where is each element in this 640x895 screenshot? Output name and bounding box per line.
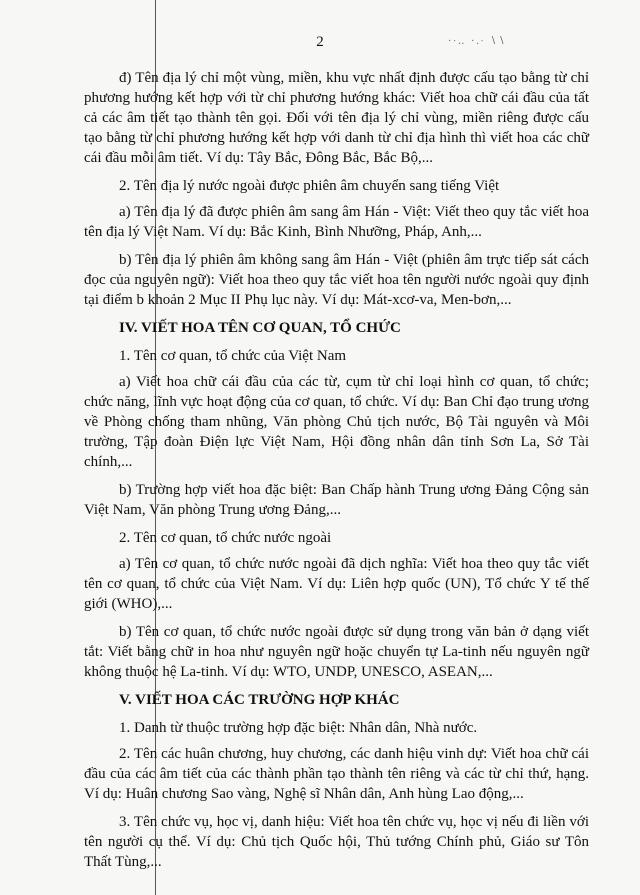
paragraph: a) Viết hoa chữ cái đầu của các từ, cụm từ chỉ loại hình cơ quan, tổ chức; chức năng, lĩnh vực hoạt động của cơ quan, tổ chức. Ví dụ: Ban Chỉ đạo trung ương về Phòng chống tham nhũng, Văn phòng Chủ tịch nước, Bộ Tài nguyên và Môi trường, Tập đoàn Điện lực Việt Nam, Hội đồng nhân dân tỉnh Sơn La, Sở Tài chính,... [84,374,589,470]
subsection-heading: 2. Tên cơ quan, tổ chức nước ngoài [119,530,332,546]
scan-marks: ·∙‥ ·.∙ ∖∖ [448,36,507,47]
paragraph: đ) Tên địa lý chỉ một vùng, miền, khu vực nhất định được cấu tạo bằng từ chỉ phương hướng kết hợp với từ chỉ phương hướng khác: Viết hoa chữ cái đầu của tất cả các âm tiết tạo thành tên gọi. Đối với tên địa lý chỉ vùng, miền riêng được cấu tạo bằng từ chỉ phương hướng kết hợp với danh từ chỉ địa hình thì viết hoa các chữ cái đầu mỗi âm tiết. Ví dụ: Tây Bắc, Đông Bắc, Bắc Bộ,... [84,70,589,166]
paragraph: b) Tên cơ quan, tổ chức nước ngoài được sử dụng trong văn bản ở dạng viết tắt: Viết bằng chữ in hoa như nguyên ngữ hoặc chuyển tự La-tinh nếu nguyên ngữ không thuộc hệ La-tinh. Ví dụ: WTO, UNDP, UNESCO, ASEAN,... [84,624,589,680]
paragraph: b) Tên địa lý phiên âm không sang âm Hán - Việt (phiên âm trực tiếp sát cách đọc của nguyên ngữ): Viết hoa theo quy tắc viết hoa tên người nước ngoài quy định tại điểm b khoản 2 Mục II Phụ lục này. Ví dụ: Mát-xcơ-va, Men-bơn,... [84,252,589,308]
page-number: 2 [316,34,324,50]
paragraph: a) Tên cơ quan, tổ chức nước ngoài đã dịch nghĩa: Viết hoa theo quy tắc viết tên cơ quan, tổ chức của Việt Nam. Ví dụ: Liên hợp quốc (UN), Tổ chức Y tế thế giới (WHO),... [84,556,589,612]
paragraph: 2. Tên các huân chương, huy chương, các danh hiệu vinh dự: Viết hoa chữ cái đầu của các âm tiết của các thành phần tạo thành tên riêng và các từ chỉ thứ, hạng. Ví dụ: Huân chương Sao vàng, Nghệ sĩ Nhân dân, Anh hùng Lao động,... [84,746,589,802]
paragraph: b) Trường hợp viết hoa đặc biệt: Ban Chấp hành Trung ương Đảng Cộng sản Việt Nam, Văn phòng Trung ương Đảng,... [84,482,589,518]
paragraph: a) Tên địa lý đã được phiên âm sang âm Hán - Việt: Viết theo quy tắc viết hoa tên địa lý Việt Nam. Ví dụ: Bắc Kinh, Bình Nhưỡng, Pháp, Anh,... [84,204,589,240]
subsection-heading: 1. Tên cơ quan, tổ chức của Việt Nam [119,348,347,364]
section-heading: IV. VIẾT HOA TÊN CƠ QUAN, TỔ CHỨC [119,320,401,336]
document-body [84,68,589,880]
section-heading: V. VIẾT HOA CÁC TRƯỜNG HỢP KHÁC [119,692,400,708]
paragraph: 1. Danh từ thuộc trường hợp đặc biệt: Nhân dân, Nhà nước. [119,720,478,736]
paragraph: 3. Tên chức vụ, học vị, danh hiệu: Viết hoa tên chức vụ, học vị nếu đi liền với tên người cụ thể. Ví dụ: Chủ tịch Quốc hội, Thủ tướng Chính phủ, Giáo sư Tôn Thất Tùng,... [84,814,589,870]
subsection-heading: 2. Tên địa lý nước ngoài được phiên âm chuyển sang tiếng Việt [119,178,500,194]
